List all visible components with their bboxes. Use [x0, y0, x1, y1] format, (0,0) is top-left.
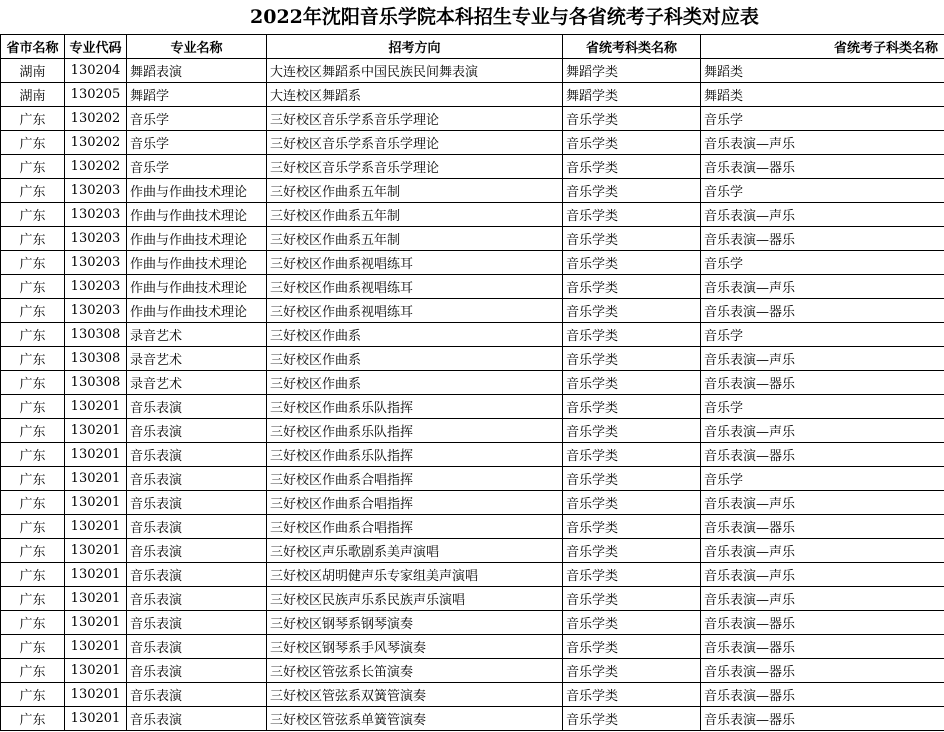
- cell-direction: 三好校区声乐歌剧系美声演唱: [267, 539, 563, 563]
- cell-major-code: 130202: [65, 131, 127, 155]
- cell-direction: 三好校区作曲系五年制: [267, 179, 563, 203]
- cell-major-code: 130203: [65, 251, 127, 275]
- cell-direction: 三好校区作曲系合唱指挥: [267, 491, 563, 515]
- cell-exam-subcategory: 音乐表演—器乐: [701, 227, 944, 251]
- cell-exam-subcategory: 音乐表演—器乐: [701, 707, 944, 731]
- cell-direction: 三好校区音乐学系音乐学理论: [267, 155, 563, 179]
- cell-exam-subcategory: 音乐表演—声乐: [701, 563, 944, 587]
- cell-direction: 三好校区管弦系单簧管演奏: [267, 707, 563, 731]
- cell-major-code: 130201: [65, 563, 127, 587]
- cell-major-name: 音乐表演: [127, 587, 267, 611]
- cell-exam-category: 音乐学类: [563, 107, 701, 131]
- cell-major-name: 录音艺术: [127, 323, 267, 347]
- cell-province: 广东: [1, 443, 65, 467]
- cell-major-name: 作曲与作曲技术理论: [127, 299, 267, 323]
- cell-exam-subcategory: 音乐表演—器乐: [701, 635, 944, 659]
- cell-exam-category: 音乐学类: [563, 443, 701, 467]
- cell-major-code: 130201: [65, 539, 127, 563]
- header-row: [1, 35, 944, 59]
- cell-major-name: 音乐学: [127, 155, 267, 179]
- cell-exam-subcategory: 音乐表演—器乐: [701, 371, 944, 395]
- cell-major-code: 130205: [65, 83, 127, 107]
- cell-exam-subcategory: 音乐表演—器乐: [701, 443, 944, 467]
- cell-exam-category: 音乐学类: [563, 299, 701, 323]
- cell-major-name: 录音艺术: [127, 371, 267, 395]
- table-row: [1, 659, 944, 683]
- cell-province: 湖南: [1, 59, 65, 83]
- cell-exam-category: 音乐学类: [563, 563, 701, 587]
- table-row: [1, 635, 944, 659]
- cell-major-name: 作曲与作曲技术理论: [127, 227, 267, 251]
- cell-direction: 三好校区音乐学系音乐学理论: [267, 131, 563, 155]
- cell-major-code: 130203: [65, 299, 127, 323]
- table-row: [1, 443, 944, 467]
- cell-exam-category: 音乐学类: [563, 515, 701, 539]
- cell-direction: 三好校区管弦系长笛演奏: [267, 659, 563, 683]
- table-row: [1, 179, 944, 203]
- table-row: [1, 299, 944, 323]
- table-row: [1, 539, 944, 563]
- cell-exam-subcategory: 音乐表演—声乐: [701, 347, 944, 371]
- cell-major-name: 音乐表演: [127, 395, 267, 419]
- cell-major-code: 130308: [65, 371, 127, 395]
- cell-major-name: 音乐表演: [127, 707, 267, 731]
- cell-major-name: 作曲与作曲技术理论: [127, 275, 267, 299]
- cell-exam-category: 音乐学类: [563, 203, 701, 227]
- cell-direction: 三好校区作曲系乐队指挥: [267, 395, 563, 419]
- admissions-table: [0, 34, 944, 731]
- cell-province: 广东: [1, 251, 65, 275]
- cell-major-code: 130308: [65, 323, 127, 347]
- table-row: [1, 227, 944, 251]
- cell-province: 广东: [1, 299, 65, 323]
- table-row: [1, 347, 944, 371]
- cell-major-name: 音乐表演: [127, 491, 267, 515]
- cell-major-code: 130201: [65, 443, 127, 467]
- cell-major-code: 130201: [65, 587, 127, 611]
- table-row: [1, 491, 944, 515]
- cell-exam-category: 音乐学类: [563, 275, 701, 299]
- cell-exam-category: 音乐学类: [563, 347, 701, 371]
- cell-major-code: 130201: [65, 635, 127, 659]
- cell-major-name: 作曲与作曲技术理论: [127, 203, 267, 227]
- cell-major-code: 130202: [65, 155, 127, 179]
- cell-province: 广东: [1, 107, 65, 131]
- cell-exam-subcategory: 音乐表演—声乐: [701, 275, 944, 299]
- cell-exam-category: 音乐学类: [563, 419, 701, 443]
- table-row: [1, 467, 944, 491]
- cell-exam-subcategory: 音乐表演—声乐: [701, 131, 944, 155]
- cell-major-name: 录音艺术: [127, 347, 267, 371]
- cell-major-code: 130204: [65, 59, 127, 83]
- cell-province: 广东: [1, 227, 65, 251]
- cell-province: 广东: [1, 659, 65, 683]
- cell-exam-category: 音乐学类: [563, 659, 701, 683]
- cell-province: 广东: [1, 587, 65, 611]
- cell-direction: 三好校区作曲系乐队指挥: [267, 419, 563, 443]
- cell-province: 广东: [1, 491, 65, 515]
- cell-province: 广东: [1, 275, 65, 299]
- cell-exam-subcategory: 音乐表演—声乐: [701, 587, 944, 611]
- cell-exam-category: 音乐学类: [563, 227, 701, 251]
- table-row: [1, 419, 944, 443]
- table-row: [1, 515, 944, 539]
- cell-exam-subcategory: 音乐表演—器乐: [701, 611, 944, 635]
- cell-exam-category: 音乐学类: [563, 179, 701, 203]
- cell-major-code: 130201: [65, 491, 127, 515]
- cell-exam-category: 音乐学类: [563, 155, 701, 179]
- cell-exam-subcategory: 音乐学: [701, 323, 944, 347]
- cell-major-name: 舞蹈学: [127, 83, 267, 107]
- cell-province: 广东: [1, 707, 65, 731]
- cell-exam-subcategory: 音乐表演—器乐: [701, 155, 944, 179]
- cell-province: 广东: [1, 323, 65, 347]
- cell-major-code: 130201: [65, 707, 127, 731]
- cell-direction: 三好校区作曲系: [267, 371, 563, 395]
- cell-major-name: 音乐表演: [127, 683, 267, 707]
- cell-major-code: 130201: [65, 515, 127, 539]
- cell-exam-category: 音乐学类: [563, 467, 701, 491]
- cell-exam-category: 舞蹈学类: [563, 59, 701, 83]
- cell-province: 广东: [1, 683, 65, 707]
- document-title: 2022年沈阳音乐学院本科招生专业与各省统考子科类对应表: [250, 6, 759, 28]
- cell-major-code: 130201: [65, 395, 127, 419]
- cell-exam-subcategory: 音乐表演—声乐: [701, 491, 944, 515]
- cell-exam-subcategory: 音乐学: [701, 107, 944, 131]
- cell-direction: 三好校区音乐学系音乐学理论: [267, 107, 563, 131]
- cell-exam-category: 音乐学类: [563, 323, 701, 347]
- cell-province: 广东: [1, 515, 65, 539]
- cell-major-name: 音乐表演: [127, 611, 267, 635]
- table-row: [1, 395, 944, 419]
- cell-direction: 三好校区作曲系五年制: [267, 227, 563, 251]
- cell-province: 广东: [1, 203, 65, 227]
- table-row: [1, 707, 944, 731]
- cell-direction: 三好校区作曲系视唱练耳: [267, 299, 563, 323]
- cell-province: 广东: [1, 179, 65, 203]
- cell-province: 广东: [1, 467, 65, 491]
- cell-major-code: 130201: [65, 611, 127, 635]
- cell-major-name: 作曲与作曲技术理论: [127, 179, 267, 203]
- header-province: 省市名称: [1, 35, 65, 59]
- cell-province: 广东: [1, 611, 65, 635]
- cell-direction: 三好校区民族声乐系民族声乐演唱: [267, 587, 563, 611]
- cell-direction: 三好校区管弦系双簧管演奏: [267, 683, 563, 707]
- cell-exam-category: 舞蹈学类: [563, 83, 701, 107]
- cell-direction: 三好校区作曲系视唱练耳: [267, 251, 563, 275]
- cell-direction: 三好校区作曲系视唱练耳: [267, 275, 563, 299]
- table-row: [1, 107, 944, 131]
- cell-major-name: 音乐学: [127, 131, 267, 155]
- cell-province: 广东: [1, 539, 65, 563]
- cell-exam-category: 音乐学类: [563, 131, 701, 155]
- cell-exam-category: 音乐学类: [563, 251, 701, 275]
- cell-exam-subcategory: 音乐表演—器乐: [701, 683, 944, 707]
- cell-exam-subcategory: 音乐表演—声乐: [701, 203, 944, 227]
- table-row: [1, 131, 944, 155]
- cell-province: 广东: [1, 131, 65, 155]
- cell-exam-category: 音乐学类: [563, 635, 701, 659]
- cell-exam-category: 音乐学类: [563, 611, 701, 635]
- cell-province: 广东: [1, 419, 65, 443]
- cell-major-name: 作曲与作曲技术理论: [127, 251, 267, 275]
- cell-exam-subcategory: 音乐表演—器乐: [701, 299, 944, 323]
- cell-exam-subcategory: 音乐学: [701, 251, 944, 275]
- table-row: [1, 83, 944, 107]
- cell-major-name: 音乐表演: [127, 515, 267, 539]
- cell-direction: 三好校区钢琴系钢琴演奏: [267, 611, 563, 635]
- cell-direction: 三好校区作曲系合唱指挥: [267, 467, 563, 491]
- cell-major-code: 130201: [65, 659, 127, 683]
- cell-major-code: 130203: [65, 179, 127, 203]
- cell-direction: 三好校区作曲系乐队指挥: [267, 443, 563, 467]
- cell-major-code: 130203: [65, 203, 127, 227]
- cell-exam-category: 音乐学类: [563, 371, 701, 395]
- header-exam-subcategory: 省统考子科类名称: [701, 35, 944, 59]
- cell-exam-category: 音乐学类: [563, 491, 701, 515]
- cell-exam-subcategory: 舞蹈类: [701, 83, 944, 107]
- table-row: [1, 587, 944, 611]
- cell-major-code: 130201: [65, 419, 127, 443]
- cell-exam-subcategory: 音乐表演—器乐: [701, 515, 944, 539]
- table-row: [1, 275, 944, 299]
- cell-direction: 三好校区胡明健声乐专家组美声演唱: [267, 563, 563, 587]
- cell-major-code: 130201: [65, 683, 127, 707]
- table-row: [1, 371, 944, 395]
- header-major-code: 专业代码: [65, 35, 127, 59]
- header-exam-category: 省统考科类名称: [563, 35, 701, 59]
- cell-exam-subcategory: 音乐学: [701, 395, 944, 419]
- cell-province: 广东: [1, 371, 65, 395]
- cell-direction: 三好校区作曲系五年制: [267, 203, 563, 227]
- cell-major-name: 音乐表演: [127, 659, 267, 683]
- cell-exam-category: 音乐学类: [563, 587, 701, 611]
- cell-major-name: 舞蹈表演: [127, 59, 267, 83]
- table-row: [1, 203, 944, 227]
- cell-exam-subcategory: 音乐表演—声乐: [701, 539, 944, 563]
- cell-major-name: 音乐表演: [127, 467, 267, 491]
- cell-exam-subcategory: 音乐表演—声乐: [701, 419, 944, 443]
- cell-direction: 大连校区舞蹈系: [267, 83, 563, 107]
- cell-direction: 三好校区作曲系合唱指挥: [267, 515, 563, 539]
- table-row: [1, 563, 944, 587]
- table-body: [1, 59, 944, 731]
- cell-province: 湖南: [1, 83, 65, 107]
- table-row: [1, 611, 944, 635]
- cell-major-code: 130201: [65, 467, 127, 491]
- cell-province: 广东: [1, 563, 65, 587]
- cell-exam-subcategory: 舞蹈类: [701, 59, 944, 83]
- cell-major-name: 音乐表演: [127, 539, 267, 563]
- cell-province: 广东: [1, 635, 65, 659]
- cell-province: 广东: [1, 155, 65, 179]
- table-row: [1, 683, 944, 707]
- cell-direction: 三好校区作曲系: [267, 323, 563, 347]
- table-row: [1, 323, 944, 347]
- cell-exam-category: 音乐学类: [563, 395, 701, 419]
- cell-major-name: 音乐表演: [127, 419, 267, 443]
- cell-major-name: 音乐表演: [127, 635, 267, 659]
- cell-exam-subcategory: 音乐表演—器乐: [701, 659, 944, 683]
- cell-major-code: 130202: [65, 107, 127, 131]
- cell-major-code: 130203: [65, 275, 127, 299]
- cell-major-name: 音乐表演: [127, 563, 267, 587]
- cell-exam-subcategory: 音乐学: [701, 179, 944, 203]
- cell-exam-category: 音乐学类: [563, 683, 701, 707]
- cell-province: 广东: [1, 347, 65, 371]
- header-major-name: 专业名称: [127, 35, 267, 59]
- header-direction: 招考方向: [267, 35, 563, 59]
- cell-major-code: 130308: [65, 347, 127, 371]
- cell-exam-category: 音乐学类: [563, 707, 701, 731]
- cell-exam-category: 音乐学类: [563, 539, 701, 563]
- table-row: [1, 59, 944, 83]
- cell-direction: 大连校区舞蹈系中国民族民间舞表演: [267, 59, 563, 83]
- cell-major-name: 音乐表演: [127, 443, 267, 467]
- cell-direction: 三好校区钢琴系手风琴演奏: [267, 635, 563, 659]
- cell-major-name: 音乐学: [127, 107, 267, 131]
- cell-province: 广东: [1, 395, 65, 419]
- cell-direction: 三好校区作曲系: [267, 347, 563, 371]
- table-row: [1, 155, 944, 179]
- cell-exam-subcategory: 音乐学: [701, 467, 944, 491]
- table-row: [1, 251, 944, 275]
- cell-major-code: 130203: [65, 227, 127, 251]
